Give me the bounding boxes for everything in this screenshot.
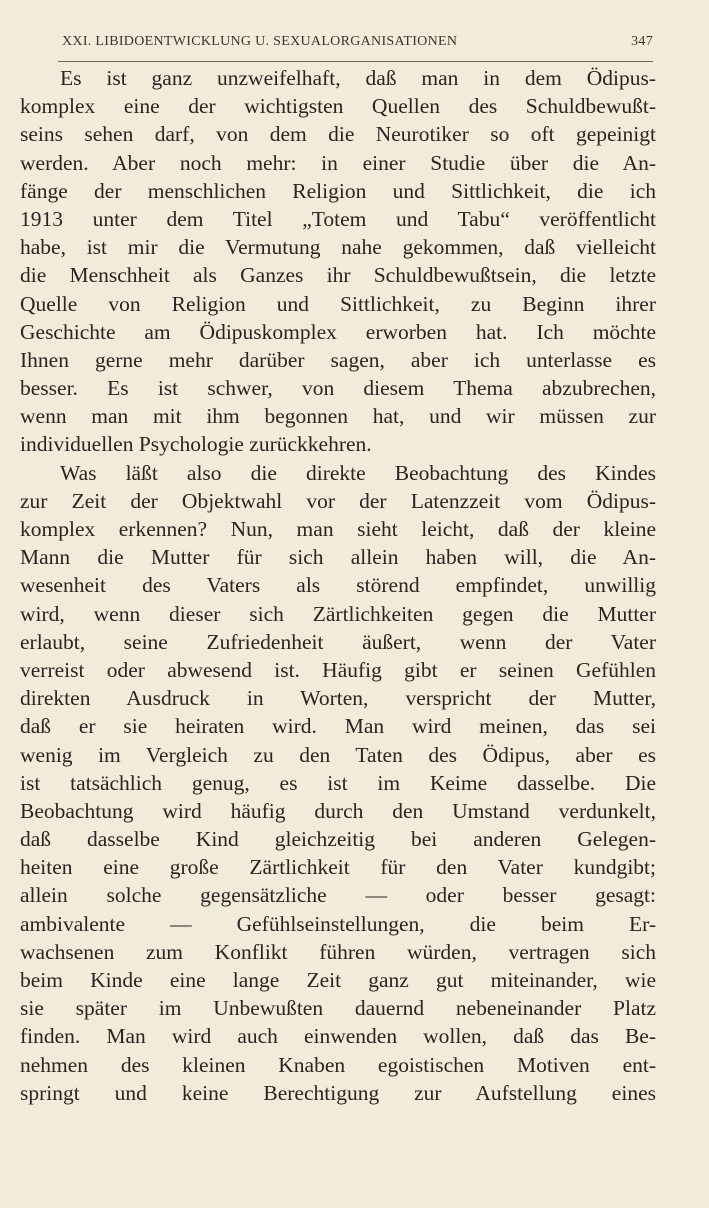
text-line: nehmen des kleinen Knaben egoistischen Motiven ent- [20,1052,656,1077]
text-line: springt und keine Berechtigung zur Aufstellung eines [20,1080,656,1105]
text-line: individuellen Psychologie zurückkehren. [20,432,372,457]
text-line: ambivalente — Gefühlseinstellungen, die beim Er- [20,911,656,936]
text-line: wachsenen zum Konflikt führen würden, vertragen sich [20,939,656,964]
text-line: zur Zeit der Objektwahl vor der Latenzzeit vom Ödipus- [20,488,656,513]
text-line: Ihnen gerne mehr darüber sagen, aber ich unterlasse es [20,347,656,372]
text-line: komplex eine der wichtigsten Quellen des Schuldbewußt- [20,94,656,119]
text-line: Mann die Mutter für sich allein haben will, die An- [20,545,656,570]
text-line: habe, ist mir die Vermutung nahe gekommen, daß vielleicht [20,235,656,260]
text-line: wird, wenn dieser sich Zärtlichkeiten gegen die Mutter [20,601,656,626]
text-line: 1913 unter dem Titel „Totem und Tabu“ veröffentlicht [20,206,656,231]
text-line: Quelle von Religion und Sittlichkeit, zu Beginn ihrer [20,291,656,316]
text-line: Geschichte am Ödipuskomplex erworben hat. Ich möchte [20,319,656,344]
body-text [20,64,656,1107]
text-line: erlaubt, seine Zufriedenheit äußert, wenn der Vater [20,629,656,654]
text-line: daß dasselbe Kind gleichzeitig bei anderen Gelegen- [20,827,656,852]
text-line: die Menschheit als Ganzes ihr Schuldbewußtsein, die letzte [20,263,656,288]
text-line: wesenheit des Vaters als störend empfindet, unwillig [20,573,656,598]
text-line: wenn man mit ihm begonnen hat, und wir müssen zur [20,404,656,429]
text-line: besser. Es ist schwer, von diesem Thema abzubrechen, [20,376,656,401]
header-rule [58,61,653,62]
chapter-title: XXI. LIBIDOENTWICKLUNG U. SEXUALORGANISATIONEN [62,34,458,49]
page-number: 347 [631,34,653,49]
text-line: direkten Ausdruck in Worten, verspricht der Mutter, [20,686,656,711]
text-line: fänge der menschlichen Religion und Sittlichkeit, die ich [20,178,656,203]
text-line: heiten eine große Zärtlichkeit für den Vater kundgibt; [20,855,656,880]
text-line: wenig im Vergleich zu den Taten des Ödipus, aber es [20,742,656,767]
text-line: allein solche gegensätzliche — oder besser gesagt: [20,883,656,908]
running-head [62,34,653,50]
text-line: werden. Aber noch mehr: in einer Studie über die An- [20,150,656,175]
text-line: daß er sie heiraten wird. Man wird meinen, das sei [20,714,656,739]
text-line: Was läßt also die direkte Beobachtung des Kindes [60,460,656,485]
text-line: komplex erkennen? Nun, man sieht leicht, daß der kleine [20,517,656,541]
text-line: sie später im Unbewußten dauernd nebeneinander Platz [20,996,656,1021]
text-line: Es ist ganz unzweifelhaft, daß man in dem Ödipus- [60,66,656,90]
text-line: verreist oder abwesend ist. Häufig gibt er seinen Gefühlen [20,657,656,682]
text-line: finden. Man wird auch einwenden wollen, daß das Be- [20,1024,656,1049]
text-line: seins sehen darf, von dem die Neurotiker so oft gepeinigt [20,122,656,147]
text-line: ist tatsächlich genug, es ist im Keime dasselbe. Die [20,770,656,795]
text-line: Beobachtung wird häufig durch den Umstand verdunkelt, [20,798,656,823]
text-line: beim Kinde eine lange Zeit ganz gut miteinander, wie [20,968,656,992]
